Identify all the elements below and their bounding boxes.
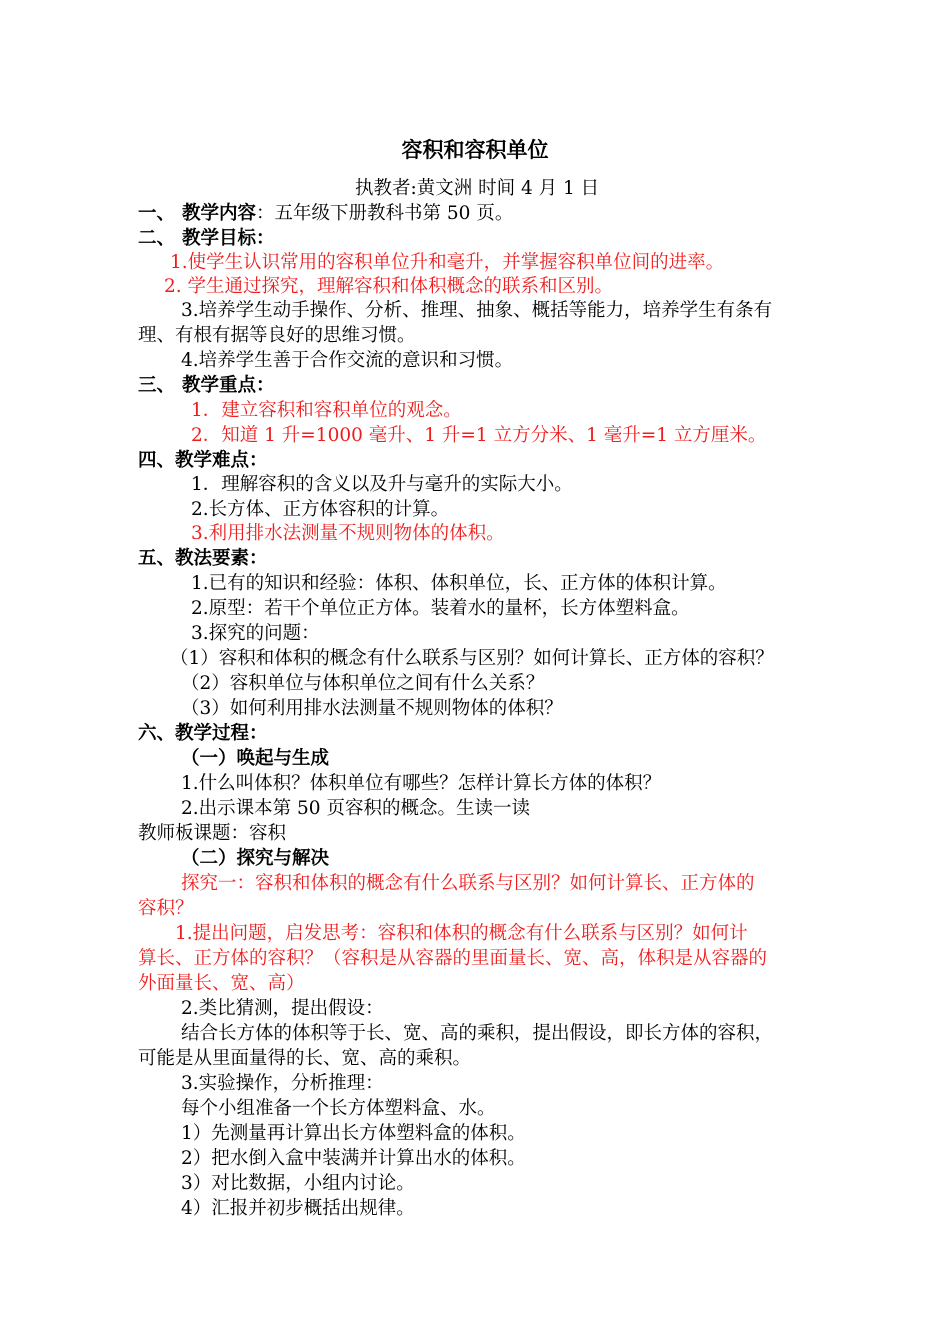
doc-title: 容积和容积单位 xyxy=(401,137,549,162)
phase-1-line-2: 2.出示课本第 50 页容积的概念。生读一读 xyxy=(181,798,530,819)
section-1 xyxy=(138,201,513,226)
difficulty-3: 3.利用排水法测量不规则物体的体积。 xyxy=(191,523,505,544)
section-text: ：五年级下册教科书第 50 页。 xyxy=(256,203,514,224)
section-heading: 教学重点： xyxy=(182,375,275,396)
key-point-1: 1．建立容积和容积单位的观念。 xyxy=(191,400,462,421)
step-1-line-2: 算长、正方体的容积？（容积是从容器的里面量长、宽、高，体积是从容器的 xyxy=(138,948,768,969)
sub-step-1: 1）先测量再计算出长方体塑料盒的体积。 xyxy=(181,1123,526,1144)
key-point-2: 2．知道 1 升=1000 毫升、1 升=1 立方分米、1 毫升=1 立方厘米。 xyxy=(191,425,767,446)
section-number: 二、 xyxy=(138,228,176,249)
phase-2-heading: （二）探究与解决 xyxy=(181,848,330,869)
section-5-heading: 五、教法要素： xyxy=(138,548,268,569)
difficulty-2: 2.长方体、正方体容积的计算。 xyxy=(191,499,450,520)
goal-1: 1.使学生认识常用的容积单位升和毫升，并掌握容积单位间的进率。 xyxy=(170,252,725,273)
section-3 xyxy=(138,373,275,398)
section-2 xyxy=(138,226,275,251)
step-2: 2.类比猜测，提出假设： xyxy=(181,998,384,1019)
step-1-line-1: 1.提出问题，启发思考：容积和体积的概念有什么联系与区别？如何计 xyxy=(175,923,748,944)
sub-step-2: 2）把水倒入盒中装满并计算出水的体积。 xyxy=(181,1148,526,1169)
method-2: 2.原型：若干个单位正方体。装着水的量杯，长方体塑料盒。 xyxy=(191,598,690,619)
byline: 执教者:黄文洲 时间 4 月 1 日 xyxy=(355,178,600,199)
step-1-line-3: 外面量长、宽、高） xyxy=(138,973,305,994)
section-number: 三、 xyxy=(138,375,176,396)
inquiry-1-line-2: 容积？ xyxy=(138,898,194,919)
question-3: （3）如何利用排水法测量不规则物体的体积？ xyxy=(181,698,563,719)
phase-1-line-3: 教师板课题：容积 xyxy=(138,823,287,844)
phase-1-line-1: 1.什么叫体积？体积单位有哪些？怎样计算长方体的体积？ xyxy=(181,773,662,794)
section-4-heading: 四、教学难点： xyxy=(138,450,268,471)
section-heading: 教学内容 xyxy=(182,203,257,224)
difficulty-1: 1．理解容积的含义以及升与毫升的实际大小。 xyxy=(191,474,573,495)
step-2-line-1: 结合长方体的体积等于长、宽、高的乘积，提出假设，即长方体的容积， xyxy=(181,1023,774,1044)
step-2-line-2: 可能是从里面量得的长、宽、高的乘积。 xyxy=(138,1048,472,1069)
step-3-line-1: 每个小组准备一个长方体塑料盒、水。 xyxy=(181,1098,496,1119)
goal-3-line-1: 3.培养学生动手操作、分析、推理、抽象、概括等能力，培养学生有条有 xyxy=(181,300,773,321)
step-3: 3.实验操作，分析推理： xyxy=(181,1073,384,1094)
phase-1-heading: （一）唤起与生成 xyxy=(181,748,330,769)
question-2: （2）容积单位与体积单位之间有什么关系？ xyxy=(181,673,545,694)
method-3: 3.探究的问题： xyxy=(191,623,320,644)
method-1: 1.已有的知识和经验：体积、体积单位，长、正方体的体积计算。 xyxy=(191,573,727,594)
goal-3-line-2: 理、有根有据等良好的思维习惯。 xyxy=(138,325,416,346)
sub-step-3: 3）对比数据，小组内讨论。 xyxy=(181,1173,415,1194)
section-6-heading: 六、教学过程： xyxy=(138,723,268,744)
sub-step-4: 4）汇报并初步概括出规律。 xyxy=(181,1198,415,1219)
section-number: 一、 xyxy=(138,203,176,224)
inquiry-1-line-1: 探究一：容积和体积的概念有什么联系与区别？如何计算长、正方体的 xyxy=(181,873,755,894)
goal-2: 2. 学生通过探究，理解容积和体积概念的联系和区别。 xyxy=(164,276,614,297)
goal-4: 4.培养学生善于合作交流的意识和习惯。 xyxy=(181,350,514,371)
section-heading: 教学目标： xyxy=(182,228,275,249)
question-1: （1）容积和体积的概念有什么联系与区别？如何计算长、正方体的容积？ xyxy=(170,648,774,669)
